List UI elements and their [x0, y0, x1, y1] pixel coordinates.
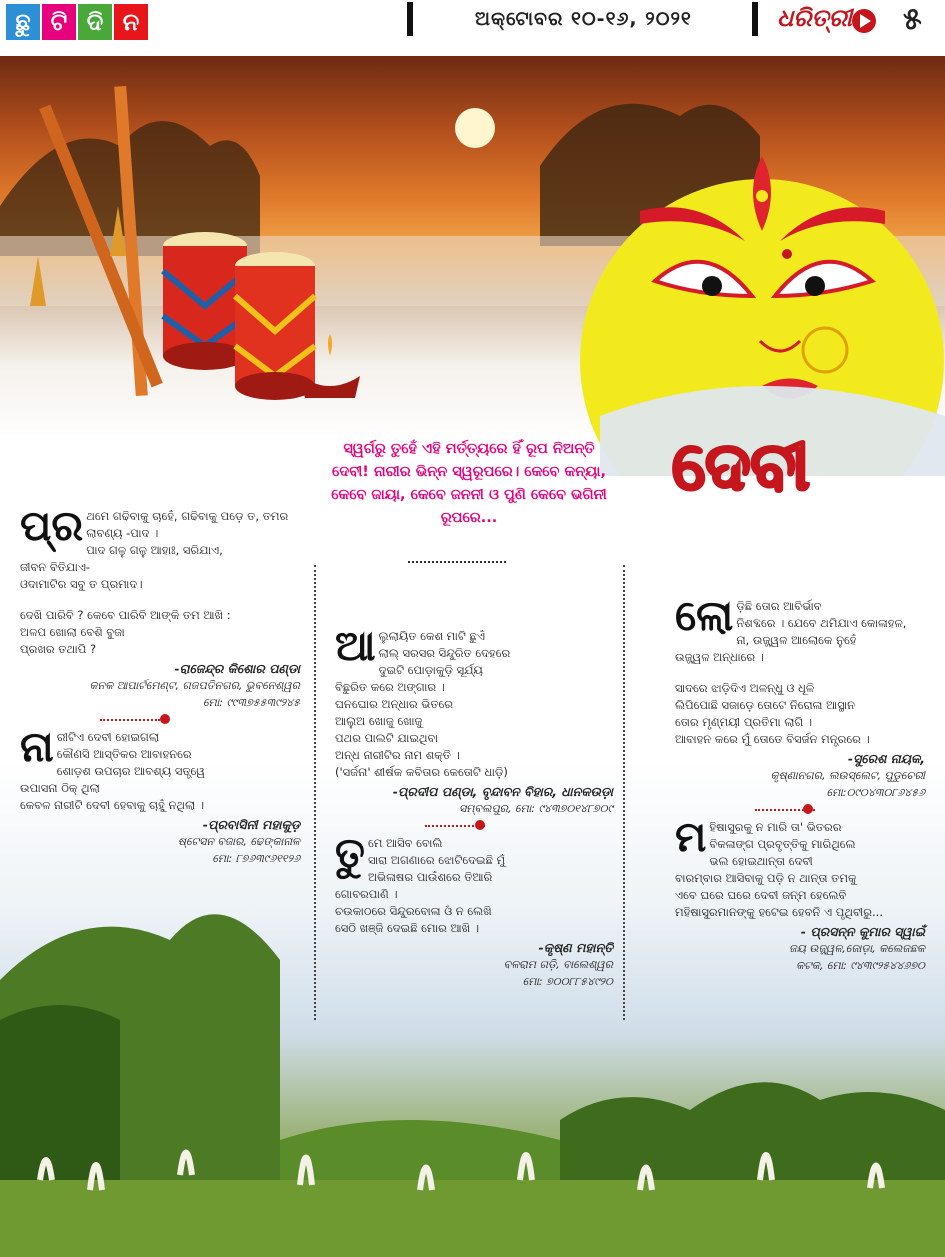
sunset-landscape-image: [0, 56, 945, 476]
play-icon: [852, 9, 876, 33]
poem-column-middle: [335, 621, 613, 990]
poem-line: ଭଲ ହୋଇଥାନ୍ତା ଦେବୀ: [709, 854, 813, 868]
author-address: କଟକ, ମୋ: ୯୪୩୯୨୫୪୪୬୭୦: [795, 959, 925, 972]
poem-line: ବିକଳାଙ୍ଗ ପ୍ରବୃତ୍ତିକୁ ମାରିଥିଲେ: [709, 837, 856, 851]
poem-line: [675, 666, 925, 680]
column-divider: [314, 565, 316, 1020]
author-address: ମୋ: ୯୯୩୭୫୫୩୯୨୪୫: [203, 696, 300, 709]
poem-line: ଲୁଲାୟିତ କେଶ ମାଟି ଛୁଏଁ: [378, 629, 485, 643]
poem: [675, 812, 925, 974]
poem: [20, 722, 300, 867]
author-address: ସମ୍ବଲପୁର, ମୋ: ୯୪୩୭୦୧୪୮୭୦୯: [458, 802, 613, 815]
poem-separator: [675, 801, 925, 819]
poem-line: ରୀଟିଏ ଦେବୀ ହୋଇଗଲା: [56, 730, 160, 744]
poem-line: ପାଦ ଗଳୁ ଗଳୁ ଆହାଃ, ସରିଯାଏ,: [86, 543, 223, 557]
poem-drop-cap: ନା: [20, 722, 54, 771]
author-address: ମୋ: ୮୭୬୩୯୬୧୧୨୬: [212, 852, 300, 865]
poem-author: -ସୁରେଶ ନାୟକ,: [847, 751, 925, 766]
header-divider: [407, 2, 413, 36]
poem-line: ବିଛୁରିତ କରେ ଅଙ୍ଗାର ।: [335, 680, 445, 694]
poem-line: ଚଉକାଠରେ ସିନ୍ଦୁରବୋଳା ଓଁ ନ ଲେଖି: [335, 904, 492, 918]
poem-line: ସାରା ଅଗଣାରେ ଝୋଟିଦେଇଛି ମୁଁ: [367, 853, 506, 867]
poem: [20, 501, 300, 711]
poem-author: -ରାଜେନ୍ଦ୍ର କିଶୋର ପଣ୍ଡା: [174, 661, 300, 676]
poem-line: ଅଭିଳାଷର ପାଉଁଶରେ ତିଆରି: [367, 870, 493, 884]
poem-author: -ପ୍ରଦୀପ ପଣ୍ଡା, ବୃନ୍ଦାବନ ବିହାର, ଧାନକଉଡ଼ା: [392, 784, 613, 799]
poem-line: ପ୍ରଖର ତଥାପି ?: [20, 642, 97, 656]
section-letter: ଛୁ: [6, 4, 40, 40]
poem-line: ('ସର୍ଜନା' ଶୀର୍ଷକ କବିତାର କେତୋଟି ଧାଡ଼ି): [335, 765, 508, 779]
poem-line: ବାରମ୍ବାର ଆସିବାକୁ ପଡ଼ି ନ ଥାନ୍ତା ତମକୁ: [675, 871, 857, 885]
feature-intro: ସ୍ୱର୍ଗରୁ ତୁହେଁ ଏହି ମର୍ତ୍ତ୍ୟରେ ହିଁ ରୂପ ନିଅନ୍ତି ଦେବୀ! ନାରୀର ଭିନ୍ନ ସ୍ୱରୂପରେ। କେବେ କନ୍ୟା, କେବେ ଜାୟା, କେବେ ଜନନୀ ଓ ପୁଣି କେବେ ଭଗିନୀ ରୂପରେ...: [331, 441, 607, 526]
poem-separator: [20, 711, 300, 729]
page-number: ୫: [903, 2, 922, 37]
poem-line: ମହିଷାସୁରମାନଙ୍କୁ ହଟେଇ ହେବନି ଏ ପୃଥିବୀରୁ...: [675, 905, 883, 919]
poem-line: ଦୁଇଟି ପୋଡ଼ାକୁଡ଼ି ସୂର୍ଯ୍ୟ: [378, 663, 483, 677]
poem-column-left: [20, 501, 300, 867]
header-divider: [752, 2, 758, 36]
poem-drop-cap: ତୁ: [335, 828, 365, 877]
poem-drop-cap: ଲୋ: [675, 591, 734, 640]
section-letter: ନ: [114, 4, 148, 40]
author-address: ଜୟ ଉଜ୍ଜ୍ୱଳ,ଜୋଡ଼ା, କଲେଜଛକ: [789, 942, 925, 955]
author-address: ଷ୍ଟେସନ ବଜାର, ଢେଙ୍କାନାଳ: [177, 835, 300, 848]
author-address: ବଳରାମ ଗଡ଼ି, ବାଲେଶ୍ୱର: [503, 958, 613, 971]
poem-line: ତୋର ମୃଣ୍ମୟୀ ପ୍ରତିମା ଲାଗି ।: [675, 715, 813, 729]
poem-line: ଏବେ ଘରେ ଘରେ ଦେବୀ ଜନ୍ମ ହେଲେବି: [675, 888, 847, 902]
poem-line: ଶୋଡ଼ଶ ଉପଚାର ଆବଶ୍ୟ ସତ୍ତ୍ୱେ: [56, 764, 205, 778]
section-letter: ଟି: [42, 4, 76, 40]
poem: [675, 591, 925, 801]
poem-line: ହିଷାସୁରକୁ ନ ମାରି ତା' ଭିତରର: [709, 820, 842, 834]
poem-drop-cap: ପ୍ର: [20, 501, 84, 550]
poem-line: ନା, ଉଜ୍ଜ୍ୱଳ ଆଲୋକେ ନୁହେଁ: [736, 633, 857, 647]
author-address: କୃଷ୍ଣାନଗର, ଲଉସ୍ଲେଟ, ପୁଡୁଚେରୀ: [770, 769, 925, 782]
author-address: ମୋ:୦୯୦୪୩୦୮୬୪୫୬: [826, 786, 925, 799]
poem-separator: [335, 817, 613, 835]
poem-line: କୌଣସି ଆସ୍ତିକର ଆବାହନରେ: [56, 747, 192, 761]
author-address: କନକ ଆପାର୍ଟମେଣ୍ଟ, ଗଜପତିନଗର, ଭୁବନେଶ୍ୱର: [89, 679, 300, 692]
issue-date: ଅକ୍ଟୋବର ୧୦-୧୬, ୨୦୨୧: [475, 8, 692, 30]
poem-line: ଉପାସନା ଠିକ୍ ଥିଲା: [20, 781, 100, 795]
poem-line: ଆଲୁଅ ଖୋଜୁ ଖୋଜୁ: [335, 714, 423, 728]
poem: [335, 828, 613, 990]
column-divider: [623, 565, 625, 1020]
intro-divider: [408, 561, 506, 563]
poem-line: ପଥର ପାଲଟି ଯାଇଥିବା: [335, 731, 438, 745]
author-address: ମୋ: ୭୦୦୮୮୫୪୯୨୦: [522, 975, 613, 988]
poem-line: ଲିପିପୋଛି ସଜାଡ଼େ ତୋଟେ ନିରୋଳା ଆସ୍ଥାନ: [675, 698, 856, 712]
poem-drop-cap: ମ: [675, 812, 707, 861]
poem-line: ଆବାହନ କରେ ମୁଁ ତୋତେ ବିସର୍ଜନ ମନ୍ତ୍ରରେ ।: [675, 732, 870, 746]
section-letter: ଦି: [78, 4, 112, 40]
poem-drop-cap: ଆ: [335, 621, 376, 670]
poem-author: -କୃଷ୍ଣ ମହାନ୍ତି: [538, 940, 613, 955]
poem-line: ଘନଘୋର ଅନ୍ଧାର ଭିତରେ: [335, 697, 454, 711]
poem-line: ଲାବଣ୍ୟ -ପାଦ ।: [86, 526, 159, 540]
poem-line: ଜୀବନ ବିତିଯାଏ-: [20, 560, 91, 574]
newspaper-logo: ଧରିତ୍ରୀ: [777, 4, 852, 32]
poem-line: ଓଦାମାଟିର ସବୁ ତ ପ୍ରମାଦ।: [20, 577, 143, 591]
poem-line: ଦେଖି ପାରିବି ? କେବେ ପାରିବି ଆଙ୍କି ତମ ଆଖି :: [20, 608, 231, 622]
poem-line: କେବଳ ନାରୀଟି ଦେବୀ ହେବାକୁ ଚାହୁଁ ନଥିଲା ।: [20, 798, 205, 812]
poem-line: ଉଜ୍ଜ୍ୱଳ ଅନ୍ଧାରେ ।: [675, 650, 764, 664]
sun-icon: [455, 108, 495, 148]
poem-author: -ପ୍ରବାସିନୀ ମହାକୁଡ଼: [202, 817, 300, 832]
poem-line: ସେଠି ଖଞ୍ଜି ଦେଇଛି ମୋର ଆଖି ।: [335, 921, 480, 935]
poem-line: ଅନ୍ଧ ନାରୀଟିର ନାମ ଶକ୍ତି ।: [335, 748, 460, 762]
feature-title: ଦେବୀ: [672, 428, 810, 505]
poem: [335, 621, 613, 817]
poem-line: ମେ ଆସିବ ବୋଲି: [367, 836, 443, 850]
poem-line: ସାଦରେ ଝାଡ଼ିଦିଏ ଅଳନ୍ଧୁ ଓ ଧୂଳି: [675, 681, 815, 695]
poem-author: - ପ୍ରସନ୍ନ କୁମାର ସ୍ୱାଇଁ: [800, 924, 925, 939]
poem-line: ନିଶବ୍ଦରେ । ଯେବେ ଥମିଯାଏ କୋଳାହଳ,: [736, 616, 907, 630]
poem-column-right: [675, 591, 925, 974]
page-header: [0, 0, 945, 46]
poem-line: ଡ଼ିଛି ତୋର ଆବିର୍ଭାବ: [736, 599, 822, 613]
section-logo: [6, 4, 150, 40]
poem-line: ଥମେ ଗଢିବାକୁ ଚାହେଁ, ଗଢିବାକୁ ପଡ଼େ ତ, ତମର: [86, 509, 289, 523]
dhol-drum-icon: [163, 232, 315, 400]
poem-line: ଅଳପ ଖୋଲା ବେଶି ବୁଜା: [20, 625, 125, 639]
poem-line: [20, 593, 300, 607]
poem-line: ଗୋବରପାଣି ।: [335, 887, 398, 901]
poem-line: ଲାଲ୍ ସରସର ସିନ୍ଦୁରିତ ଦେହରେ: [378, 646, 511, 660]
